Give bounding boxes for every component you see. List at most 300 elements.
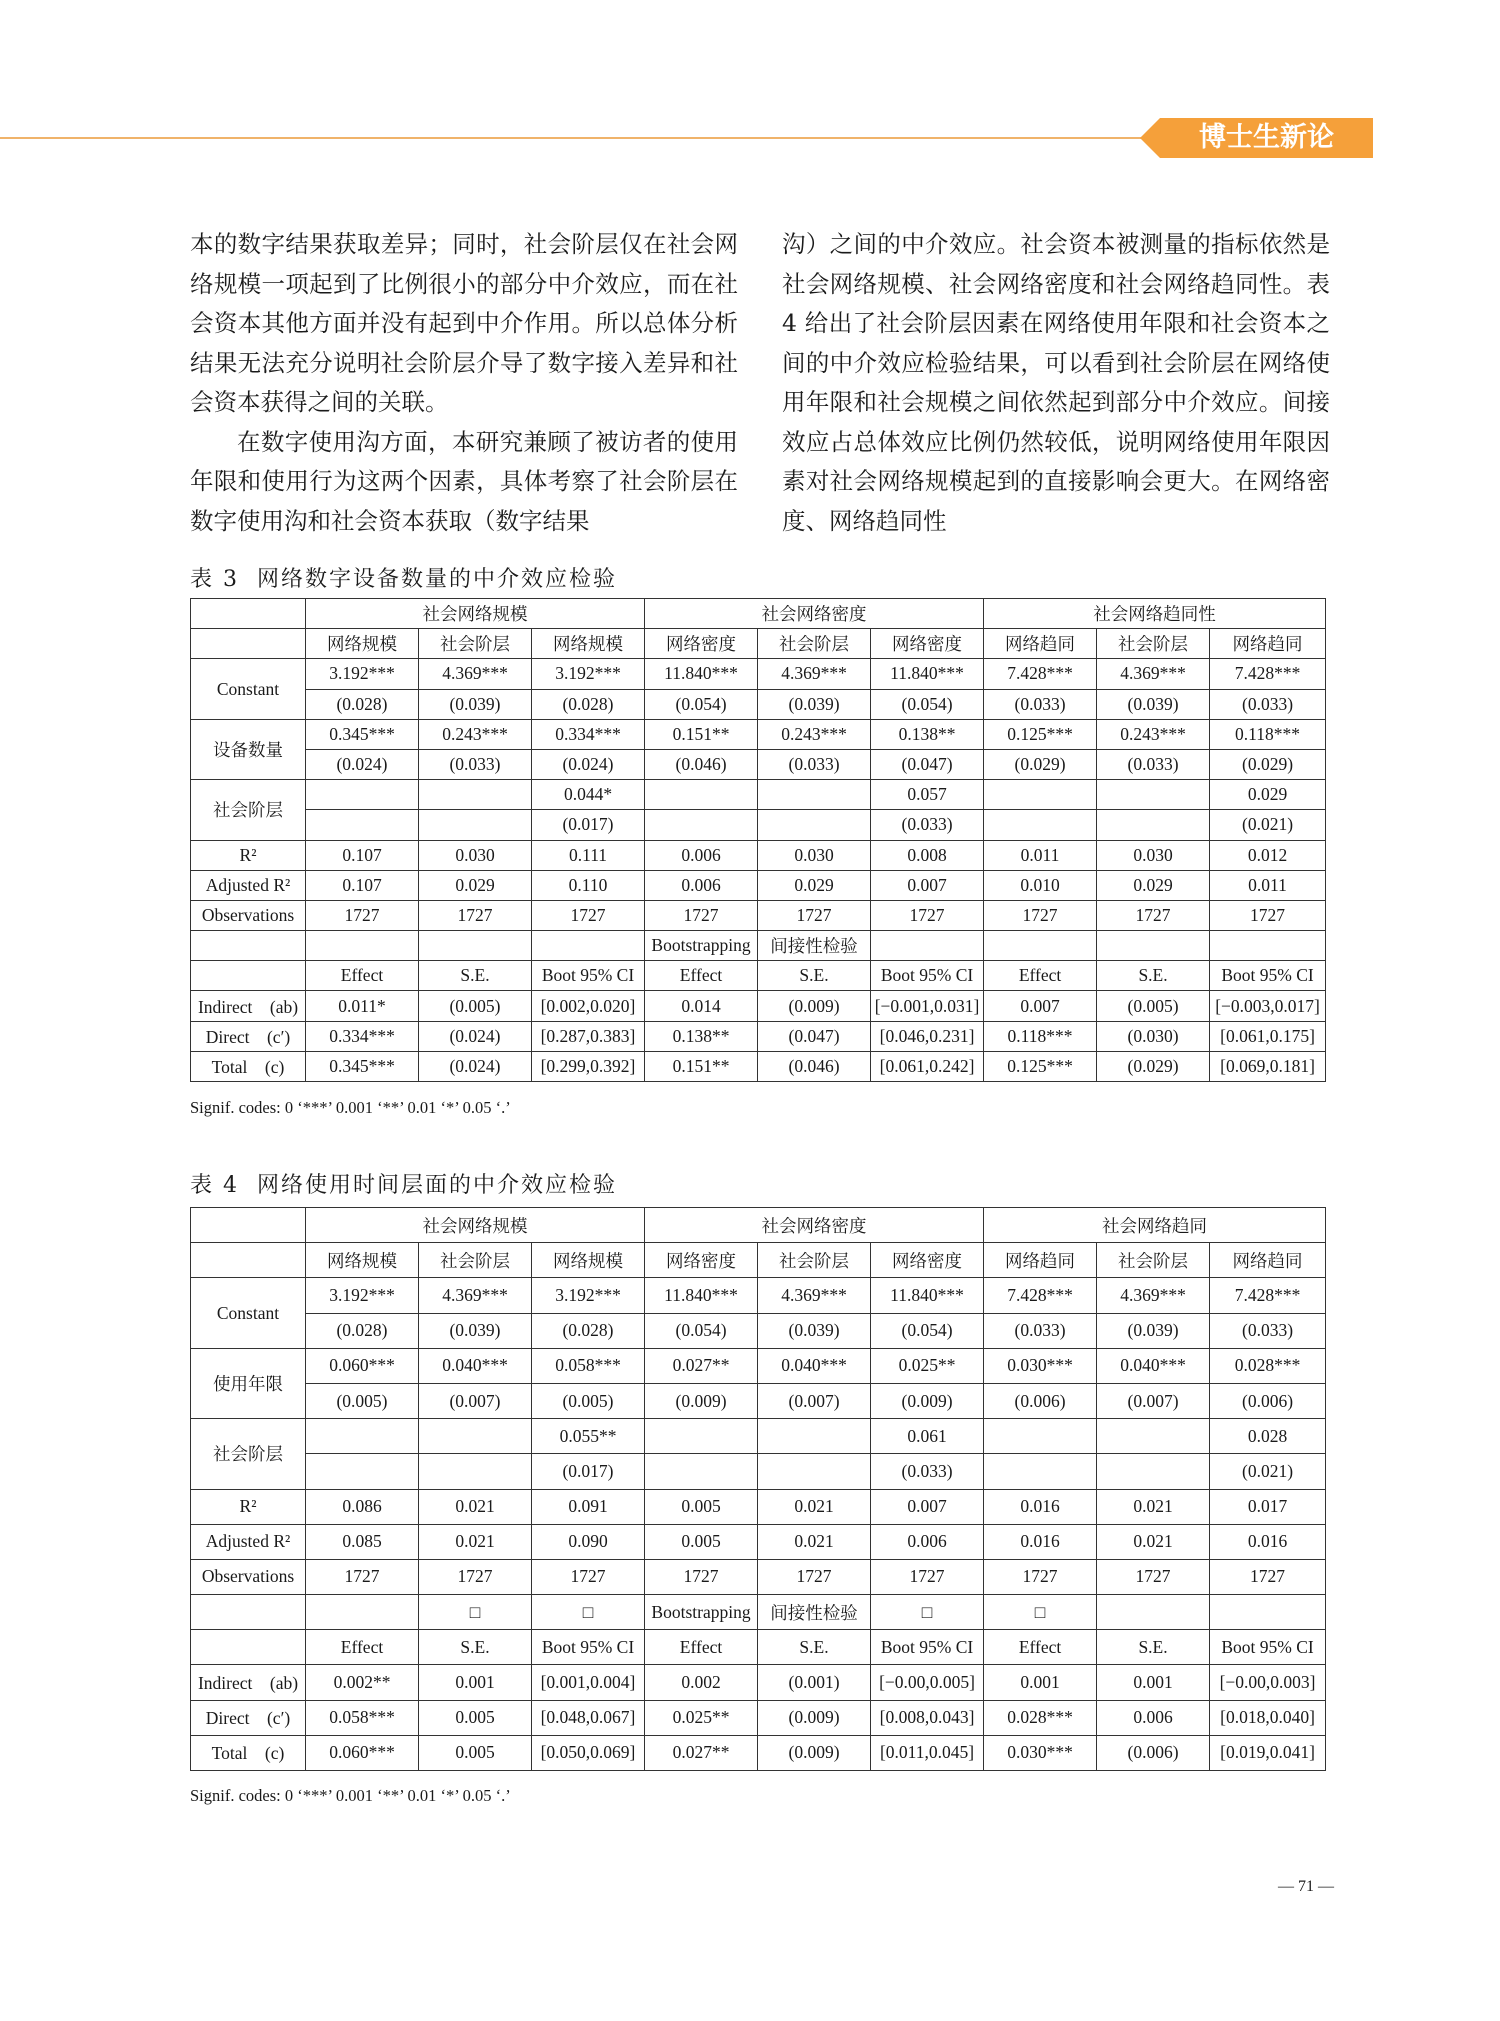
table-cell xyxy=(645,1419,758,1454)
table-cell: 0.110 xyxy=(532,870,645,900)
table-group-header-row xyxy=(191,599,1326,629)
table-cell: 0.005 xyxy=(645,1524,758,1559)
table-row-label: Constant xyxy=(191,1278,306,1348)
table-cell: (0.001) xyxy=(758,1665,871,1700)
page-number: — 71 — xyxy=(1278,1878,1334,1895)
table-cell: [0.001,0.004] xyxy=(532,1665,645,1700)
table-cell: (0.039) xyxy=(1097,1313,1210,1348)
table-cell: 4.369*** xyxy=(419,659,532,689)
table-column-header: 网络密度 xyxy=(645,629,758,659)
table-cell: 0.061 xyxy=(871,1419,984,1454)
table-column-header: S.E. xyxy=(1097,1630,1210,1665)
table-cell xyxy=(1097,810,1210,840)
table-cell: 0.012 xyxy=(1210,840,1326,870)
table-cell: 11.840*** xyxy=(645,659,758,689)
table-cell: 0.085 xyxy=(306,1524,419,1559)
table-cell: 0.118*** xyxy=(984,1021,1097,1051)
table-cell: (0.039) xyxy=(758,689,871,719)
table-column-header: Effect xyxy=(645,1630,758,1665)
table-row-label: Observations xyxy=(191,900,306,930)
table-column-header: 网络规模 xyxy=(532,629,645,659)
table-cell: 0.005 xyxy=(645,1489,758,1524)
table-bootstrap-row xyxy=(191,1595,1326,1630)
table-row-label: R² xyxy=(191,1489,306,1524)
table-cell: 0.030 xyxy=(1097,840,1210,870)
table-cell: 1727 xyxy=(984,900,1097,930)
table-cell: 0.030 xyxy=(758,840,871,870)
table-cell: 0.044* xyxy=(532,780,645,810)
table-cell xyxy=(306,1595,419,1630)
table-column-header: S.E. xyxy=(1097,961,1210,991)
table-cell: 0.005 xyxy=(419,1735,532,1770)
table-cell: 1727 xyxy=(419,1559,532,1594)
table-cell xyxy=(419,1419,532,1454)
table-cell: (0.007) xyxy=(1097,1383,1210,1418)
table-cell: (0.029) xyxy=(1210,749,1326,779)
table3-number: 表 3 xyxy=(190,567,239,592)
table-group-header: 社会网络趋同 xyxy=(984,1208,1326,1243)
table-column-header: Boot 95% CI xyxy=(871,961,984,991)
table-row xyxy=(191,689,1326,719)
table-cell xyxy=(419,931,532,961)
table-cell: 0.002 xyxy=(645,1665,758,1700)
table-cell: (0.021) xyxy=(1210,1454,1326,1489)
table-cell xyxy=(984,1419,1097,1454)
table-cell: 0.011* xyxy=(306,991,419,1021)
table-cell: 4.369*** xyxy=(1097,659,1210,689)
table-cell: 0.040*** xyxy=(419,1348,532,1383)
table-cell: 0.016 xyxy=(984,1524,1097,1559)
table-cell: (0.006) xyxy=(1210,1383,1326,1418)
table4-caption xyxy=(190,1168,617,1199)
table-column-header: 社会阶层 xyxy=(758,629,871,659)
table-cell: 0.243*** xyxy=(1097,719,1210,749)
table-cell: 11.840*** xyxy=(645,1278,758,1313)
table-cell: [0.048,0.067] xyxy=(532,1700,645,1735)
table-cell: 0.243*** xyxy=(419,719,532,749)
table-cell: 0.086 xyxy=(306,1489,419,1524)
table-cell: 3.192*** xyxy=(532,1278,645,1313)
table-column-header: Effect xyxy=(984,1630,1097,1665)
table-cell: 0.006 xyxy=(645,870,758,900)
table-cell: 1727 xyxy=(758,900,871,930)
table-cell xyxy=(306,810,419,840)
table-row-label: 社会阶层 xyxy=(191,780,306,840)
table-cell: 1727 xyxy=(871,1559,984,1594)
table-cell: [0.019,0.041] xyxy=(1210,1735,1326,1770)
table-column-header: Boot 95% CI xyxy=(1210,1630,1326,1665)
table-cell: [0.018,0.040] xyxy=(1210,1700,1326,1735)
paragraph: 在数字使用沟方面，本研究兼顾了被访者的使用年限和使用行为这两个因素，具体考察了社会阶层在数字使用沟和社会资本获取（数字结果 xyxy=(190,427,738,535)
table-cell: (0.047) xyxy=(871,749,984,779)
table-cell: (0.033) xyxy=(984,689,1097,719)
table-cell xyxy=(984,931,1097,961)
table-cell xyxy=(758,780,871,810)
table-cell: (0.039) xyxy=(1097,689,1210,719)
table-cell: 0.058*** xyxy=(532,1348,645,1383)
table-column-header: 网络密度 xyxy=(871,1243,984,1278)
table-cell xyxy=(758,1419,871,1454)
table-cell: 0.021 xyxy=(419,1489,532,1524)
table-cell xyxy=(984,780,1097,810)
table-cell: 0.008 xyxy=(871,840,984,870)
table-cell: 1727 xyxy=(306,1559,419,1594)
table-cell: (0.033) xyxy=(758,749,871,779)
table-cell: 4.369*** xyxy=(419,1278,532,1313)
table-column-header: S.E. xyxy=(419,961,532,991)
table-cell: 1727 xyxy=(306,900,419,930)
table-corner-cell xyxy=(191,629,306,659)
table-cell: 0.027** xyxy=(645,1735,758,1770)
table-row-label: Indirect (ab) xyxy=(191,991,306,1021)
table-column-header: 网络趋同 xyxy=(1210,629,1326,659)
table-cell: 0.030*** xyxy=(984,1735,1097,1770)
table-cell: 0.021 xyxy=(758,1489,871,1524)
table-cell: (0.039) xyxy=(758,1313,871,1348)
table-cell: 0.345*** xyxy=(306,1051,419,1081)
table-cell: 0.029 xyxy=(758,870,871,900)
table-cell: 1727 xyxy=(645,900,758,930)
table-cell xyxy=(984,1454,1097,1489)
table-cell: □ xyxy=(984,1595,1097,1630)
table-row-label: Indirect (ab) xyxy=(191,1665,306,1700)
table-cell: 0.010 xyxy=(984,870,1097,900)
table-cell: Bootstrapping xyxy=(645,1595,758,1630)
table-cell: 0.029 xyxy=(1210,780,1326,810)
table-cell: 4.369*** xyxy=(1097,1278,1210,1313)
table-cell: 0.016 xyxy=(984,1489,1097,1524)
table-cell: 0.029 xyxy=(1097,870,1210,900)
table-column-header: S.E. xyxy=(758,961,871,991)
table-cell: 7.428*** xyxy=(1210,1278,1326,1313)
table-cell: 1727 xyxy=(984,1559,1097,1594)
table-cell: 0.060*** xyxy=(306,1348,419,1383)
table-cell: (0.024) xyxy=(532,749,645,779)
table-row-label: Adjusted R² xyxy=(191,870,306,900)
table-cell: (0.054) xyxy=(645,689,758,719)
table-cell: 0.007 xyxy=(984,991,1097,1021)
table-column-header-row xyxy=(191,629,1326,659)
table-cell xyxy=(306,780,419,810)
table-cell xyxy=(1210,931,1326,961)
table-corner-cell xyxy=(191,1208,306,1243)
header-rule xyxy=(0,137,1160,139)
table-column-header: Effect xyxy=(645,961,758,991)
table-column-header: 网络趋同 xyxy=(984,1243,1097,1278)
table-cell: 间接性检验 xyxy=(758,931,871,961)
table-cell: (0.029) xyxy=(984,749,1097,779)
table-cell: (0.054) xyxy=(871,1313,984,1348)
table-row-label: Adjusted R² xyxy=(191,1524,306,1559)
table-cell xyxy=(1097,1454,1210,1489)
table-row-label: 设备数量 xyxy=(191,719,306,779)
table-row-label: R² xyxy=(191,840,306,870)
table-cell: 0.025** xyxy=(871,1348,984,1383)
table-cell: 1727 xyxy=(758,1559,871,1594)
table-cell: (0.039) xyxy=(419,1313,532,1348)
table-cell: 3.192*** xyxy=(306,659,419,689)
table-cell: (0.017) xyxy=(532,1454,645,1489)
table-cell xyxy=(871,931,984,961)
table-row-label: Constant xyxy=(191,659,306,719)
table-cell xyxy=(1097,1419,1210,1454)
table-column-header: Effect xyxy=(984,961,1097,991)
table-group-header: 社会网络密度 xyxy=(645,1208,984,1243)
table-cell: (0.046) xyxy=(758,1051,871,1081)
table-cell: (0.005) xyxy=(1097,991,1210,1021)
table-column-header: 网络规模 xyxy=(532,1243,645,1278)
table-column-header: 社会阶层 xyxy=(1097,1243,1210,1278)
table-column-header: 社会阶层 xyxy=(419,1243,532,1278)
table-cell: Bootstrapping xyxy=(645,931,758,961)
table-cell: 0.021 xyxy=(758,1524,871,1559)
table-cell: 0.334*** xyxy=(306,1021,419,1051)
table-cell: (0.006) xyxy=(1097,1735,1210,1770)
table-cell: [0.061,0.175] xyxy=(1210,1021,1326,1051)
table-cell: 0.007 xyxy=(871,1489,984,1524)
table-cell: 0.005 xyxy=(419,1700,532,1735)
table-row xyxy=(191,1559,1326,1594)
table-cell: (0.005) xyxy=(419,991,532,1021)
table-cell: (0.024) xyxy=(419,1021,532,1051)
table-cell: 7.428*** xyxy=(984,659,1097,689)
table-cell: [0.046,0.231] xyxy=(871,1021,984,1051)
table-cell: [−0.00,0.003] xyxy=(1210,1665,1326,1700)
table-cell: 4.369*** xyxy=(758,659,871,689)
table-cell: [0.299,0.392] xyxy=(532,1051,645,1081)
table-cell: 0.040*** xyxy=(1097,1348,1210,1383)
table-cell: 0.057 xyxy=(871,780,984,810)
table3-title: 网络数字设备数量的中介效应检验 xyxy=(257,567,618,592)
table-cell: 0.055** xyxy=(532,1419,645,1454)
table-cell: 0.030 xyxy=(419,840,532,870)
text-column-left xyxy=(190,225,738,541)
table-cell: (0.005) xyxy=(532,1383,645,1418)
table-cell: (0.024) xyxy=(419,1051,532,1081)
table-cell: 0.111 xyxy=(532,840,645,870)
table-cell: [0.002,0.020] xyxy=(532,991,645,1021)
table4-signif: Signif. codes: 0 ‘***’ 0.001 ‘**’ 0.01 ‘*’ 0.05 ‘.’ xyxy=(190,1786,511,1805)
table-cell: 11.840*** xyxy=(871,1278,984,1313)
paragraph: 本的数字结果获取差异；同时，社会阶层仅在社会网络规模一项起到了比例很小的部分中介效应，而在社会资本其他方面并没有起到中介作用。所以总体分析结果无法充分说明社会阶层介导了数字接入差异和社会资本获得之间的关联。 xyxy=(190,230,738,416)
table-cell: 1727 xyxy=(1210,900,1326,930)
table-cell: 7.428*** xyxy=(1210,659,1326,689)
table-cell: 0.151** xyxy=(645,719,758,749)
table-corner-cell xyxy=(191,961,306,991)
table-row xyxy=(191,1021,1326,1051)
table-cell: 3.192*** xyxy=(306,1278,419,1313)
table-cell: 1727 xyxy=(1097,1559,1210,1594)
table-cell: 0.006 xyxy=(645,840,758,870)
table-cell xyxy=(532,931,645,961)
table-cell: (0.021) xyxy=(1210,810,1326,840)
table-cell: 0.001 xyxy=(984,1665,1097,1700)
table-cell xyxy=(1097,931,1210,961)
table-row xyxy=(191,1524,1326,1559)
table-cell: 0.001 xyxy=(419,1665,532,1700)
table-cell: (0.009) xyxy=(758,991,871,1021)
table-cell: 0.107 xyxy=(306,870,419,900)
table-group-header-row xyxy=(191,1208,1326,1243)
table-column-header: Effect xyxy=(306,961,419,991)
table-cell: 0.138** xyxy=(871,719,984,749)
table3 xyxy=(190,598,1326,1082)
table-cell: (0.028) xyxy=(306,1313,419,1348)
table-column-header: 网络密度 xyxy=(871,629,984,659)
table-cell: (0.033) xyxy=(1210,689,1326,719)
table-cell: (0.033) xyxy=(984,1313,1097,1348)
table-cell: 0.002** xyxy=(306,1665,419,1700)
table-cell: 3.192*** xyxy=(532,659,645,689)
table-cell: (0.024) xyxy=(306,749,419,779)
table-column-header: 网络趋同 xyxy=(1210,1243,1326,1278)
table-cell: 0.125*** xyxy=(984,719,1097,749)
table-cell: 0.058*** xyxy=(306,1700,419,1735)
table-cell xyxy=(306,1454,419,1489)
table-cell: 0.025** xyxy=(645,1700,758,1735)
table-cell: [0.008,0.043] xyxy=(871,1700,984,1735)
table-corner-cell xyxy=(191,1630,306,1665)
table-cell xyxy=(758,810,871,840)
table-group-header: 社会网络规模 xyxy=(306,1208,645,1243)
table-cell xyxy=(645,810,758,840)
table-cell: (0.006) xyxy=(984,1383,1097,1418)
table-column-header: S.E. xyxy=(758,1630,871,1665)
paragraph: 沟）之间的中介效应。社会资本被测量的指标依然是社会网络规模、社会网络密度和社会网络趋同性。表 4 给出了社会阶层因素在网络使用年限和社会资本之间的中介效应检验结果，可以看到社会阶层在网络使用年限和社会规模之间依然起到部分中介效应。间接效应占总体效应比例仍然较低，说明网络使用年限因素对社会网络规模起到的直接影响会更大。在网络密度、网络趋同性 xyxy=(782,230,1330,535)
table-cell xyxy=(419,780,532,810)
table-group-header: 社会网络规模 xyxy=(306,599,645,629)
table-cell: [0.061,0.242] xyxy=(871,1051,984,1081)
table-cell: 0.107 xyxy=(306,840,419,870)
table-column-header-row xyxy=(191,1243,1326,1278)
table-column-header: 社会阶层 xyxy=(758,1243,871,1278)
table-row xyxy=(191,1489,1326,1524)
table-row xyxy=(191,840,1326,870)
table-cell: 0.138** xyxy=(645,1021,758,1051)
table-cell: (0.009) xyxy=(871,1383,984,1418)
table-cell: 1727 xyxy=(1097,900,1210,930)
table-cell: (0.009) xyxy=(758,1700,871,1735)
table-row xyxy=(191,749,1326,779)
table-cell: 0.030*** xyxy=(984,1348,1097,1383)
table-column-header: 网络密度 xyxy=(645,1243,758,1278)
table-cell: (0.007) xyxy=(419,1383,532,1418)
table-cell: 1727 xyxy=(419,900,532,930)
table-row-label: Total (c) xyxy=(191,1051,306,1081)
table-column-header: 网络规模 xyxy=(306,629,419,659)
table-cell: (0.033) xyxy=(1210,1313,1326,1348)
table-row xyxy=(191,1700,1326,1735)
table-cell: 1727 xyxy=(532,900,645,930)
table-cell: 0.151** xyxy=(645,1051,758,1081)
table-cell: (0.047) xyxy=(758,1021,871,1051)
table-cell: 4.369*** xyxy=(758,1278,871,1313)
table-cell: 0.007 xyxy=(871,870,984,900)
table-cell: (0.046) xyxy=(645,749,758,779)
table-cell: □ xyxy=(871,1595,984,1630)
table-cell: [−0.001,0.031] xyxy=(871,991,984,1021)
table-cell: 0.014 xyxy=(645,991,758,1021)
table-cell: 1727 xyxy=(532,1559,645,1594)
table-cell: [0.011,0.045] xyxy=(871,1735,984,1770)
table-cell: 0.125*** xyxy=(984,1051,1097,1081)
table-row xyxy=(191,1313,1326,1348)
table-cell: (0.017) xyxy=(532,810,645,840)
table-cell xyxy=(984,810,1097,840)
table-cell: 1727 xyxy=(1210,1559,1326,1594)
table-row-label: 社会阶层 xyxy=(191,1419,306,1489)
table-cell xyxy=(1210,1595,1326,1630)
table-row xyxy=(191,1278,1326,1313)
table-row-label: Direct (c′) xyxy=(191,1700,306,1735)
table-column-header: Boot 95% CI xyxy=(871,1630,984,1665)
table-cell: 0.243*** xyxy=(758,719,871,749)
table-cell xyxy=(1097,780,1210,810)
table-cell: (0.028) xyxy=(532,689,645,719)
table-row xyxy=(191,1735,1326,1770)
table-corner-cell xyxy=(191,599,306,629)
table-cell: 0.017 xyxy=(1210,1489,1326,1524)
table-cell: □ xyxy=(532,1595,645,1630)
table-cell: 0.021 xyxy=(1097,1489,1210,1524)
table-cell: 0.090 xyxy=(532,1524,645,1559)
table-cell xyxy=(758,1454,871,1489)
table-cell: 0.334*** xyxy=(532,719,645,749)
table-cell: [−0.00,0.005] xyxy=(871,1665,984,1700)
table-cell: 11.840*** xyxy=(871,659,984,689)
table-row xyxy=(191,719,1326,749)
table-cell: 1727 xyxy=(645,1559,758,1594)
table-cell: 0.021 xyxy=(419,1524,532,1559)
table-group-header: 社会网络趋同性 xyxy=(984,599,1326,629)
table3-signif: Signif. codes: 0 ‘***’ 0.001 ‘**’ 0.01 ‘*’ 0.05 ‘.’ xyxy=(190,1098,511,1117)
table-group-header: 社会网络密度 xyxy=(645,599,984,629)
table-cell: 0.006 xyxy=(871,1524,984,1559)
table-column-header: Boot 95% CI xyxy=(1210,961,1326,991)
table-cell xyxy=(1097,1595,1210,1630)
table-cell: 0.011 xyxy=(984,840,1097,870)
table-cell: 0.060*** xyxy=(306,1735,419,1770)
table-cell: (0.029) xyxy=(1097,1051,1210,1081)
table-row-label: Observations xyxy=(191,1559,306,1594)
table-effect-header-row xyxy=(191,1630,1326,1665)
table-cell xyxy=(419,810,532,840)
table-cell: 0.029 xyxy=(419,870,532,900)
section-tag: 博士生新论 xyxy=(1160,118,1373,158)
table-cell: 7.428*** xyxy=(984,1278,1097,1313)
table-cell xyxy=(419,1454,532,1489)
table-column-header: 社会阶层 xyxy=(1097,629,1210,659)
table-cell xyxy=(645,1454,758,1489)
table-row xyxy=(191,1051,1326,1081)
table-cell: (0.030) xyxy=(1097,1021,1210,1051)
table-column-header: 社会阶层 xyxy=(419,629,532,659)
table-effect-header-row xyxy=(191,961,1326,991)
table-column-header: Boot 95% CI xyxy=(532,961,645,991)
table-cell: 0.118*** xyxy=(1210,719,1326,749)
table-row xyxy=(191,1665,1326,1700)
table-cell: [0.287,0.383] xyxy=(532,1021,645,1051)
table-cell: [0.050,0.069] xyxy=(532,1735,645,1770)
table-cell: (0.009) xyxy=(758,1735,871,1770)
table-cell xyxy=(306,931,419,961)
table-cell: (0.033) xyxy=(1097,749,1210,779)
table-cell: (0.054) xyxy=(871,689,984,719)
table-cell: 0.028 xyxy=(1210,1419,1326,1454)
table-cell: 0.011 xyxy=(1210,870,1326,900)
table-cell: 间接性检验 xyxy=(758,1595,871,1630)
table-row xyxy=(191,870,1326,900)
